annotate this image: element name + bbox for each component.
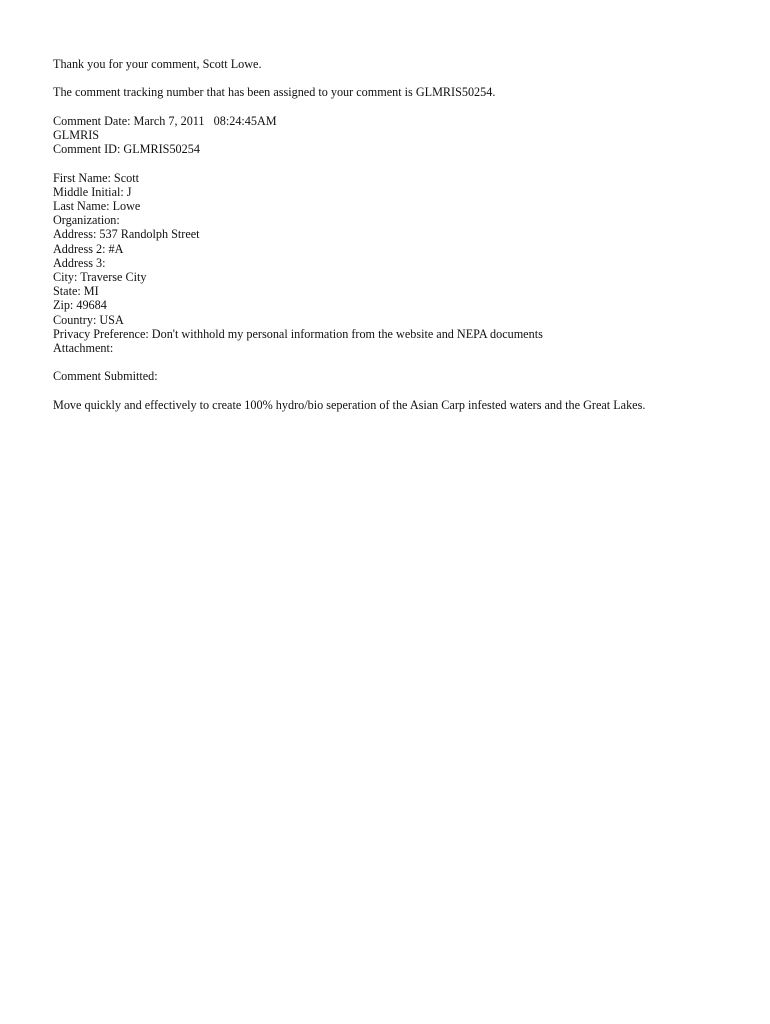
thank-you-text: Thank you for your comment, Scott Lowe. [53, 57, 262, 71]
last-name-field: Last Name: Lowe [53, 198, 141, 213]
zip-field: Zip: 49684 [53, 298, 107, 313]
project-name: GLMRIS [53, 127, 100, 142]
spacer [53, 384, 733, 398]
country-field: Country: USA [53, 312, 124, 327]
spacer [53, 71, 733, 85]
attachment-field: Attachment: [53, 341, 114, 356]
address-field: Address: 537 Randolph Street [53, 227, 200, 242]
spacer [53, 156, 733, 170]
address2-field: Address 2: #A [53, 241, 124, 256]
comment-id: Comment ID: GLMRIS50254 [53, 142, 200, 157]
comment-header [53, 114, 733, 157]
submitter-fields [53, 171, 733, 356]
comment-date: Comment Date: March 7, 2011 08:24:45AM [53, 113, 277, 128]
document-page [53, 57, 733, 412]
middle-initial-field: Middle Initial: J [53, 184, 132, 199]
tracking-sentence: The comment tracking number that has been assigned to your comment is GLMRIS50254. [53, 85, 496, 100]
organization-field: Organization: [53, 213, 120, 228]
spacer [53, 355, 733, 369]
privacy-preference-field: Privacy Preference: Don't withhold my personal information from the website and NEPA documents [53, 326, 543, 341]
spacer [53, 100, 733, 114]
first-name-field: First Name: Scott [53, 170, 139, 185]
address3-field: Address 3: [53, 255, 106, 270]
state-field: State: MI [53, 284, 99, 299]
city-field: City: Traverse City [53, 270, 147, 284]
comment-submitted-label: Comment Submitted: [53, 369, 158, 384]
comment-text: Move quickly and effectively to create 100% hydro/bio seperation of the Asian Carp infested waters and the Great Lakes. [53, 397, 646, 412]
